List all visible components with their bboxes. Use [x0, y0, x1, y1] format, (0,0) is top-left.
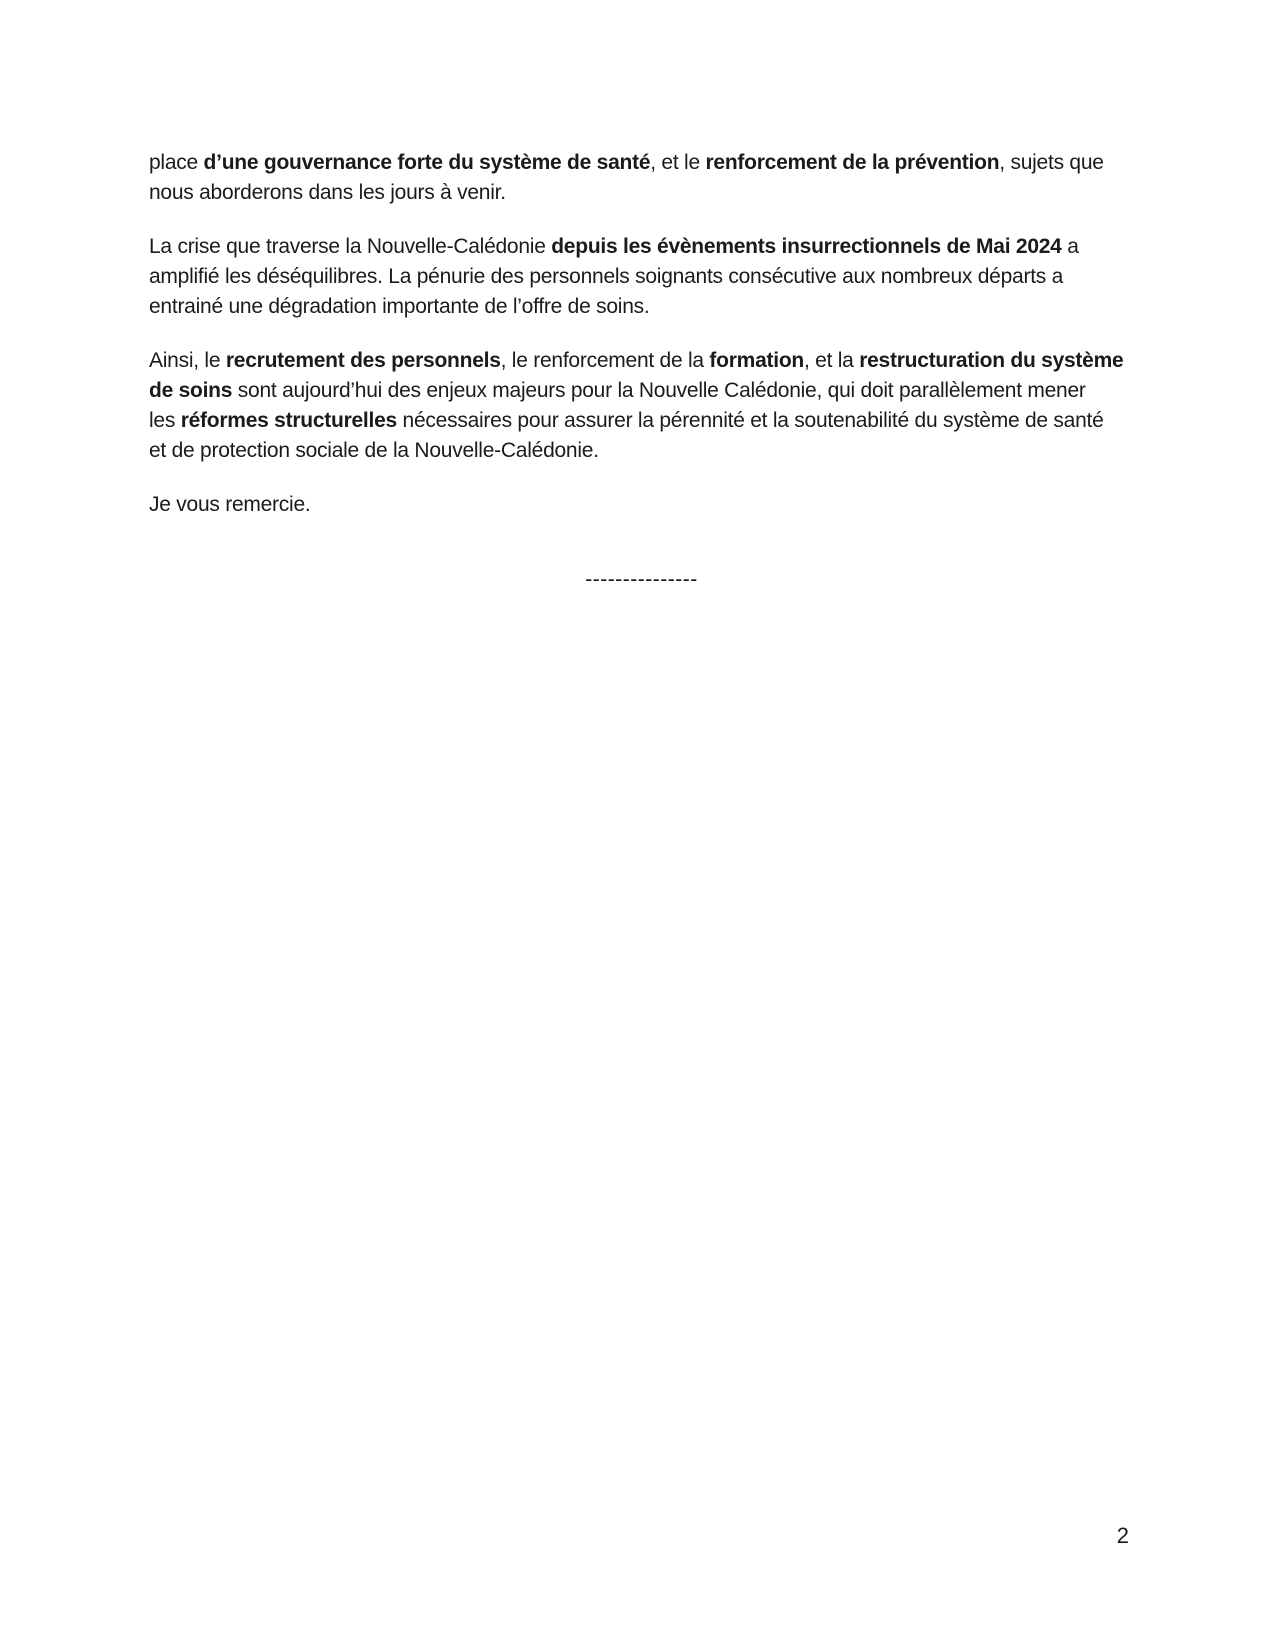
text-segment: , le renforcement de la	[500, 349, 710, 372]
paragraph	[149, 232, 1134, 322]
paragraph	[149, 346, 1134, 466]
text-segment: , et la	[804, 349, 860, 372]
text-line	[149, 406, 1134, 436]
text-line	[149, 292, 1134, 322]
text-segment: place	[149, 151, 204, 174]
text-segment: sont aujourd’hui des enjeux majeurs pour la Nouvelle Calédonie, qui doit parallèlement mener	[232, 379, 1086, 402]
text-segment: nous aborderons dans les jours à venir.	[149, 181, 506, 204]
text-segment-bold: depuis les évènements insurrectionnels de Mai 2024	[551, 235, 1062, 258]
text-segment: Ainsi, le	[149, 349, 226, 372]
page-number: 2	[1116, 1523, 1129, 1548]
text-segment: entrainé une dégradation importante de l’offre de soins.	[149, 295, 650, 318]
text-segment-bold: restructuration du système	[859, 349, 1124, 372]
text-segment: a	[1061, 235, 1079, 258]
text-segment-bold: formation	[709, 349, 804, 372]
document-body	[149, 148, 1134, 595]
text-segment: les	[149, 409, 181, 432]
text-segment: La crise que traverse la Nouvelle-Calédonie	[149, 235, 552, 258]
text-segment-bold: de soins	[149, 379, 233, 402]
text-line	[149, 232, 1134, 262]
text-line	[149, 148, 1134, 178]
text-segment: , sujets que	[999, 151, 1104, 174]
text-segment-bold: renforcement de la prévention	[705, 151, 1000, 174]
paragraphs-container	[149, 148, 1134, 520]
section-separator: ---------------	[585, 568, 698, 591]
text-line	[149, 178, 1134, 208]
paragraph	[149, 148, 1134, 208]
text-segment-bold: réformes structurelles	[180, 409, 397, 432]
text-line	[149, 262, 1134, 292]
text-segment-bold: recrutement des personnels	[225, 349, 501, 372]
text-segment: amplifié les déséquilibres. La pénurie des personnels soignants consécutive aux nombreux départs a	[149, 265, 1064, 288]
text-line	[149, 376, 1134, 406]
text-segment-bold: d’une gouvernance forte du système de santé	[203, 151, 651, 174]
text-segment: nécessaires pour assurer la pérennité et la soutenabilité du système de santé	[396, 409, 1104, 432]
text-line	[149, 436, 1134, 466]
text-line	[149, 490, 1134, 520]
text-segment: Je vous remercie.	[149, 493, 311, 516]
text-segment: , et le	[650, 151, 706, 174]
text-segment: et de protection sociale de la Nouvelle-Calédonie.	[149, 439, 599, 462]
text-line	[149, 346, 1134, 376]
paragraph	[149, 490, 1134, 520]
